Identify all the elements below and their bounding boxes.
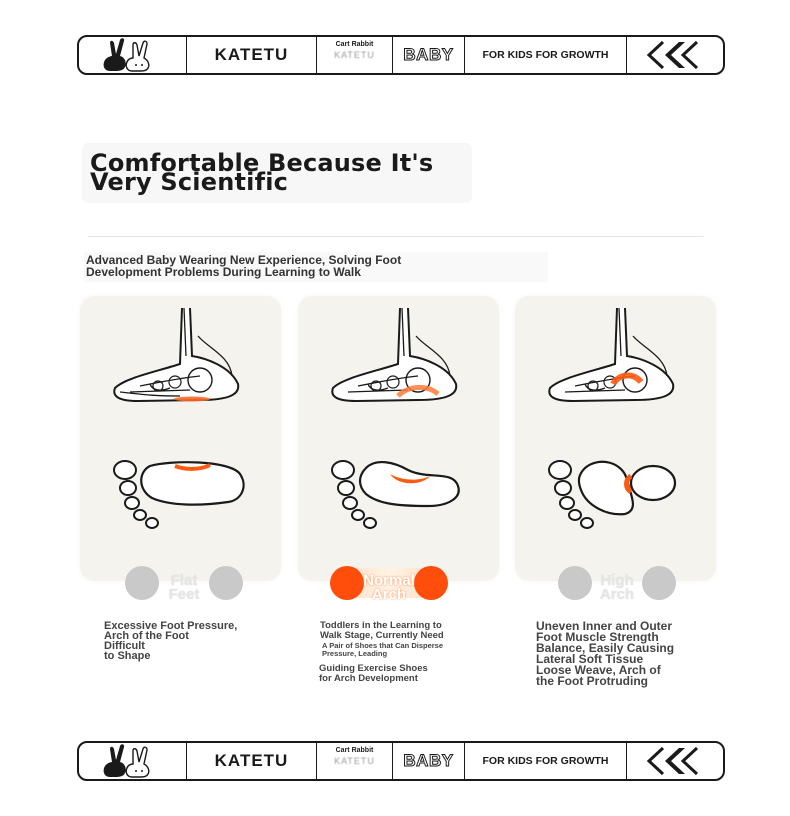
brand-name: KATETU xyxy=(214,45,289,64)
label-normal-arch xyxy=(330,566,448,603)
brand-logo xyxy=(79,743,187,779)
brand-tagline: FOR KIDS FOR GROWTH xyxy=(482,755,609,767)
page-title: Comfortable Because It's Very Scientific xyxy=(90,149,434,196)
subheading: Advanced Baby Wearing New Experience, Solving Foot Development Problems During Learning to Walk xyxy=(86,253,402,279)
card-normal-arch xyxy=(298,296,499,581)
brand-bar-bottom xyxy=(77,741,725,781)
description-high-arch: Uneven Inner and Outer Foot Muscle Strength Balance, Easily Causing Lateral Soft Tissue Loose Weave, Arch of the Foot Protruding xyxy=(536,619,675,688)
brand-sub-label: Cart Rabbit xyxy=(335,746,374,754)
footprint-icon xyxy=(515,446,716,566)
brand-baby-cell xyxy=(393,743,465,779)
brand-sub-cell xyxy=(317,37,393,73)
brand-sub-ghost: KATETU xyxy=(334,49,375,60)
brand-arrows-cell xyxy=(627,37,723,73)
divider xyxy=(88,236,703,237)
description-normal-arch: Toddlers in the Learning to Walk Stage, Currently Need xyxy=(320,620,444,641)
brand-tagline-cell xyxy=(465,743,627,779)
label-high-arch-text: High Arch xyxy=(599,572,635,603)
description-normal-arch-tail: Guiding Exercise Shoes for Arch Development xyxy=(319,663,428,684)
description-flat-feet: Excessive Foot Pressure, Arch of the Foot Difficult to Shape xyxy=(104,620,238,662)
brand-baby-cell xyxy=(393,37,465,73)
brand-bar-top xyxy=(77,35,725,75)
foot-skeleton-icon xyxy=(515,296,716,416)
description-normal-arch-small: A Pair of Shoes that Can Disperse Pressure, Leading xyxy=(322,641,444,658)
label-high-arch xyxy=(558,566,676,603)
footprint-icon xyxy=(298,446,499,566)
brand-name-cell xyxy=(187,37,317,73)
card-flat-feet xyxy=(80,296,281,581)
brand-sub-label: Cart Rabbit xyxy=(335,40,374,48)
brand-arrows-cell xyxy=(627,743,723,779)
label-flat-feet xyxy=(125,566,243,603)
rabbit-logo-icon xyxy=(98,743,168,779)
brand-logo xyxy=(79,37,187,73)
label-flat-feet-text: Flat Feet xyxy=(168,572,200,603)
chevron-left-icon xyxy=(645,39,705,71)
foot-skeleton-icon xyxy=(80,296,281,416)
brand-baby-label: BABY xyxy=(403,751,454,770)
brand-name-cell xyxy=(187,743,317,779)
brand-name: KATETU xyxy=(214,751,289,770)
card-high-arch xyxy=(515,296,716,581)
brand-sub-cell xyxy=(317,743,393,779)
footprint-icon xyxy=(80,446,281,566)
brand-sub-ghost: KATETU xyxy=(334,755,375,766)
label-normal-arch-text: Normal Arch xyxy=(363,572,415,603)
brand-tagline: FOR KIDS FOR GROWTH xyxy=(482,49,609,61)
rabbit-logo-icon xyxy=(98,37,168,73)
chevron-left-icon xyxy=(645,745,705,777)
brand-tagline-cell xyxy=(465,37,627,73)
brand-baby-label: BABY xyxy=(403,45,454,64)
foot-skeleton-icon xyxy=(298,296,499,416)
